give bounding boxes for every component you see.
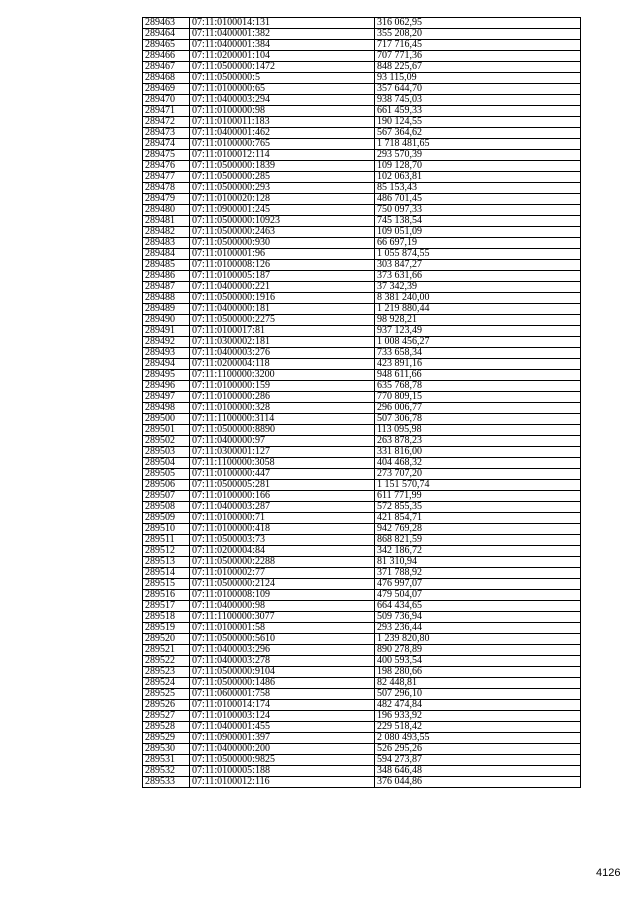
table-row: [143, 370, 581, 381]
cadastral-value-cell: 263 878,23: [375, 436, 581, 447]
cadastral-number-cell: 07:11:0500000:1916: [190, 293, 375, 304]
cadastral-number-cell: 07:11:0100008:126: [190, 260, 375, 271]
cadastral-value-cell: 8 381 240,00: [375, 293, 581, 304]
table-row: [143, 40, 581, 51]
row-number-cell: 289501: [143, 425, 190, 436]
cadastral-value-cell: 296 006,77: [375, 403, 581, 414]
row-number-cell: 289484: [143, 249, 190, 260]
cadastral-value-cell: 507 306,78: [375, 414, 581, 425]
row-number-cell: 289489: [143, 304, 190, 315]
cadastral-number-cell: 07:11:0400003:294: [190, 95, 375, 106]
row-number-cell: 289502: [143, 436, 190, 447]
table-row: [143, 524, 581, 535]
cadastral-value-cell: 661 459,33: [375, 106, 581, 117]
table-row: [143, 381, 581, 392]
cadastral-number-cell: 07:11:1100000:3058: [190, 458, 375, 469]
table-row: [143, 18, 581, 29]
cadastral-value-cell: 572 855,35: [375, 502, 581, 513]
cadastral-number-cell: 07:11:0100012:114: [190, 150, 375, 161]
table-row: [143, 766, 581, 777]
cadastral-value-cell: 102 063,81: [375, 172, 581, 183]
row-number-cell: 289529: [143, 733, 190, 744]
table-row: [143, 689, 581, 700]
cadastral-number-cell: 07:11:0900001:397: [190, 733, 375, 744]
table-row: [143, 623, 581, 634]
cadastral-value-cell: 376 044,86: [375, 777, 581, 788]
cadastral-value-cell: 664 434,65: [375, 601, 581, 612]
cadastral-number-cell: 07:11:0500000:2275: [190, 315, 375, 326]
row-number-cell: 289532: [143, 766, 190, 777]
cadastral-value-cell: 331 816,00: [375, 447, 581, 458]
table-row: [143, 755, 581, 766]
table-row: [143, 491, 581, 502]
table-row: [143, 425, 581, 436]
cadastral-value-cell: 373 631,66: [375, 271, 581, 282]
cadastral-number-cell: 07:11:0100000:166: [190, 491, 375, 502]
table-row: [143, 359, 581, 370]
table-row: [143, 700, 581, 711]
cadastral-number-cell: 07:11:0100000:418: [190, 524, 375, 535]
table-row: [143, 95, 581, 106]
cadastral-value-cell: 348 646,48: [375, 766, 581, 777]
cadastral-number-cell: 07:11:0100000:328: [190, 403, 375, 414]
row-number-cell: 289467: [143, 62, 190, 73]
row-number-cell: 289480: [143, 205, 190, 216]
row-number-cell: 289507: [143, 491, 190, 502]
table-row: [143, 667, 581, 678]
table-row: [143, 480, 581, 491]
cadastral-value-cell: 93 115,09: [375, 73, 581, 84]
row-number-cell: 289495: [143, 370, 190, 381]
table-row: [143, 678, 581, 689]
row-number-cell: 289520: [143, 634, 190, 645]
cadastral-number-cell: 07:11:0500000:285: [190, 172, 375, 183]
cadastral-value-cell: 190 124,55: [375, 117, 581, 128]
row-number-cell: 289470: [143, 95, 190, 106]
cadastral-number-cell: 07:11:0400000:221: [190, 282, 375, 293]
table-row: [143, 590, 581, 601]
table-row: [143, 172, 581, 183]
cadastral-value-cell: 109 128,70: [375, 161, 581, 172]
cadastral-number-cell: 07:11:0500000:9104: [190, 667, 375, 678]
row-number-cell: 289526: [143, 700, 190, 711]
row-number-cell: 289463: [143, 18, 190, 29]
table-row: [143, 183, 581, 194]
row-number-cell: 289468: [143, 73, 190, 84]
row-number-cell: 289482: [143, 227, 190, 238]
cadastral-number-cell: 07:11:0100005:187: [190, 271, 375, 282]
cadastral-value-cell: 937 123,49: [375, 326, 581, 337]
cadastral-value-cell: 303 847,27: [375, 260, 581, 271]
table-row: [143, 414, 581, 425]
row-number-cell: 289481: [143, 216, 190, 227]
row-number-cell: 289475: [143, 150, 190, 161]
table-row: [143, 315, 581, 326]
cadastral-number-cell: 07:11:0400001:455: [190, 722, 375, 733]
cadastral-value-cell: 355 208,20: [375, 29, 581, 40]
cadastral-value-cell: 567 364,62: [375, 128, 581, 139]
cadastral-value-cell: 509 736,94: [375, 612, 581, 623]
cadastral-value-cell: 890 278,89: [375, 645, 581, 656]
row-number-cell: 289516: [143, 590, 190, 601]
cadastral-number-cell: 07:11:0300002:181: [190, 337, 375, 348]
cadastral-number-cell: 07:11:0300001:127: [190, 447, 375, 458]
cadastral-number-cell: 07:11:0200001:104: [190, 51, 375, 62]
cadastral-value-cell: 476 997,07: [375, 579, 581, 590]
cadastral-value-cell: 848 225,67: [375, 62, 581, 73]
table-row: [143, 546, 581, 557]
table-row: [143, 216, 581, 227]
row-number-cell: 289485: [143, 260, 190, 271]
row-number-cell: 289464: [143, 29, 190, 40]
cadastral-number-cell: 07:11:0500000:5610: [190, 634, 375, 645]
table-row: [143, 282, 581, 293]
cadastral-value-cell: 938 745,03: [375, 95, 581, 106]
table-row: [143, 447, 581, 458]
cadastral-number-cell: 07:11:0100014:131: [190, 18, 375, 29]
table-row: [143, 711, 581, 722]
table-row: [143, 293, 581, 304]
cadastral-number-cell: 07:11:0500000:1472: [190, 62, 375, 73]
cadastral-number-cell: 07:11:1100000:3114: [190, 414, 375, 425]
table-row: [143, 194, 581, 205]
cadastral-value-table: [142, 17, 581, 788]
row-number-cell: 289477: [143, 172, 190, 183]
cadastral-number-cell: 07:11:0100000:71: [190, 513, 375, 524]
table-row: [143, 612, 581, 623]
row-number-cell: 289491: [143, 326, 190, 337]
table-row: [143, 535, 581, 546]
cadastral-value-cell: 2 080 493,55: [375, 733, 581, 744]
cadastral-number-cell: 07:11:0100002:77: [190, 568, 375, 579]
table-row: [143, 73, 581, 84]
cadastral-number-cell: 07:11:0400000:98: [190, 601, 375, 612]
row-number-cell: 289494: [143, 359, 190, 370]
cadastral-value-cell: 750 097,33: [375, 205, 581, 216]
cadastral-number-cell: 07:11:0900001:245: [190, 205, 375, 216]
cadastral-value-cell: 482 474,84: [375, 700, 581, 711]
row-number-cell: 289472: [143, 117, 190, 128]
cadastral-value-cell: 479 504,07: [375, 590, 581, 601]
row-number-cell: 289528: [143, 722, 190, 733]
cadastral-number-cell: 07:11:0100003:124: [190, 711, 375, 722]
cadastral-number-cell: 07:11:0500005:281: [190, 480, 375, 491]
table-row: [143, 513, 581, 524]
row-number-cell: 289474: [143, 139, 190, 150]
cadastral-value-cell: 1 151 570,74: [375, 480, 581, 491]
row-number-cell: 289531: [143, 755, 190, 766]
cadastral-value-cell: 98 928,21: [375, 315, 581, 326]
cadastral-number-cell: 07:11:0400003:276: [190, 348, 375, 359]
row-number-cell: 289505: [143, 469, 190, 480]
table-row: [143, 249, 581, 260]
cadastral-number-cell: 07:11:0500003:73: [190, 535, 375, 546]
cadastral-value-cell: 707 771,36: [375, 51, 581, 62]
table-row: [143, 128, 581, 139]
cadastral-value-cell: 66 697,19: [375, 238, 581, 249]
row-number-cell: 289483: [143, 238, 190, 249]
cadastral-value-cell: 316 062,95: [375, 18, 581, 29]
table-row: [143, 392, 581, 403]
cadastral-number-cell: 07:11:0100014:174: [190, 700, 375, 711]
row-number-cell: 289492: [143, 337, 190, 348]
cadastral-value-cell: 85 153,43: [375, 183, 581, 194]
table-row: [143, 744, 581, 755]
table-row: [143, 403, 581, 414]
row-number-cell: 289496: [143, 381, 190, 392]
row-number-cell: 289471: [143, 106, 190, 117]
cadastral-value-cell: 229 518,42: [375, 722, 581, 733]
table-row: [143, 436, 581, 447]
cadastral-value-cell: 1 718 481,65: [375, 139, 581, 150]
row-number-cell: 289486: [143, 271, 190, 282]
table-row: [143, 777, 581, 788]
table-row: [143, 62, 581, 73]
cadastral-number-cell: 07:11:0100000:65: [190, 84, 375, 95]
cadastral-value-cell: 293 236,44: [375, 623, 581, 634]
table-row: [143, 722, 581, 733]
cadastral-value-cell: 423 891,16: [375, 359, 581, 370]
cadastral-value-cell: 342 186,72: [375, 546, 581, 557]
table-row: [143, 458, 581, 469]
cadastral-number-cell: 07:11:0400001:462: [190, 128, 375, 139]
cadastral-value-cell: 82 448,81: [375, 678, 581, 689]
row-number-cell: 289465: [143, 40, 190, 51]
cadastral-value-cell: 635 768,78: [375, 381, 581, 392]
cadastral-number-cell: 07:11:1100000:3200: [190, 370, 375, 381]
row-number-cell: 289478: [143, 183, 190, 194]
row-number-cell: 289466: [143, 51, 190, 62]
cadastral-value-cell: 109 051,09: [375, 227, 581, 238]
table-row: [143, 337, 581, 348]
row-number-cell: 289506: [143, 480, 190, 491]
cadastral-number-cell: 07:11:0400000:200: [190, 744, 375, 755]
table-row: [143, 238, 581, 249]
cadastral-number-cell: 07:11:0100000:765: [190, 139, 375, 150]
row-number-cell: 289488: [143, 293, 190, 304]
cadastral-value-cell: 421 854,71: [375, 513, 581, 524]
cadastral-value-cell: 113 095,98: [375, 425, 581, 436]
cadastral-value-cell: 611 771,99: [375, 491, 581, 502]
row-number-cell: 289510: [143, 524, 190, 535]
cadastral-value-cell: 745 138,54: [375, 216, 581, 227]
table-row: [143, 634, 581, 645]
row-number-cell: 289513: [143, 557, 190, 568]
cadastral-number-cell: 07:11:0100020:128: [190, 194, 375, 205]
cadastral-value-cell: 1 055 874,55: [375, 249, 581, 260]
cadastral-value-cell: 81 310,94: [375, 557, 581, 568]
cadastral-number-cell: 07:11:0100001:96: [190, 249, 375, 260]
cadastral-value-cell: 1 219 880,44: [375, 304, 581, 315]
cadastral-number-cell: 07:11:0500000:5: [190, 73, 375, 84]
table-row: [143, 469, 581, 480]
cadastral-number-cell: 07:11:0200004:84: [190, 546, 375, 557]
cadastral-value-cell: 948 611,66: [375, 370, 581, 381]
cadastral-number-cell: 07:11:0500000:2124: [190, 579, 375, 590]
cadastral-number-cell: 07:11:0100011:183: [190, 117, 375, 128]
row-number-cell: 289497: [143, 392, 190, 403]
cadastral-value-cell: 507 296,10: [375, 689, 581, 700]
table-row: [143, 304, 581, 315]
cadastral-value-cell: 717 716,45: [375, 40, 581, 51]
cadastral-value-cell: 357 644,70: [375, 84, 581, 95]
table-row: [143, 579, 581, 590]
cadastral-number-cell: 07:11:0500000:10923: [190, 216, 375, 227]
cadastral-value-cell: 1 239 820,80: [375, 634, 581, 645]
table-row: [143, 601, 581, 612]
cadastral-number-cell: 07:11:0100012:116: [190, 777, 375, 788]
row-number-cell: 289490: [143, 315, 190, 326]
cadastral-value-cell: 198 280,66: [375, 667, 581, 678]
table-row: [143, 568, 581, 579]
cadastral-value-cell: 868 821,59: [375, 535, 581, 546]
cadastral-number-cell: 07:11:0100001:58: [190, 623, 375, 634]
cadastral-number-cell: 07:11:0100017:81: [190, 326, 375, 337]
table-row: [143, 733, 581, 744]
row-number-cell: 289523: [143, 667, 190, 678]
cadastral-value-cell: 293 570,39: [375, 150, 581, 161]
row-number-cell: 289524: [143, 678, 190, 689]
table-row: [143, 150, 581, 161]
table-row: [143, 502, 581, 513]
row-number-cell: 289522: [143, 656, 190, 667]
row-number-cell: 289508: [143, 502, 190, 513]
row-number-cell: 289521: [143, 645, 190, 656]
row-number-cell: 289487: [143, 282, 190, 293]
row-number-cell: 289517: [143, 601, 190, 612]
table-row: [143, 557, 581, 568]
cadastral-value-cell: 404 468,32: [375, 458, 581, 469]
row-number-cell: 289519: [143, 623, 190, 634]
cadastral-number-cell: 07:11:0500000:1486: [190, 678, 375, 689]
cadastral-number-cell: 07:11:0400001:384: [190, 40, 375, 51]
row-number-cell: 289512: [143, 546, 190, 557]
cadastral-value-cell: 594 273,87: [375, 755, 581, 766]
cadastral-number-cell: 07:11:0500000:930: [190, 238, 375, 249]
row-number-cell: 289479: [143, 194, 190, 205]
table-row: [143, 326, 581, 337]
cadastral-number-cell: 07:11:0400000:97: [190, 436, 375, 447]
row-number-cell: 289533: [143, 777, 190, 788]
row-number-cell: 289500: [143, 414, 190, 425]
cadastral-value-cell: 733 658,34: [375, 348, 581, 359]
cadastral-number-cell: 07:11:0400001:382: [190, 29, 375, 40]
row-number-cell: 289511: [143, 535, 190, 546]
cadastral-value-cell: 770 809,15: [375, 392, 581, 403]
row-number-cell: 289493: [143, 348, 190, 359]
cadastral-value-cell: 196 933,92: [375, 711, 581, 722]
page-number: 4126: [596, 867, 621, 879]
row-number-cell: 289527: [143, 711, 190, 722]
row-number-cell: 289509: [143, 513, 190, 524]
cadastral-number-cell: 07:11:0100005:188: [190, 766, 375, 777]
table-row: [143, 271, 581, 282]
row-number-cell: 289498: [143, 403, 190, 414]
cadastral-number-cell: 07:11:0500000:1839: [190, 161, 375, 172]
table-row: [143, 227, 581, 238]
row-number-cell: 289469: [143, 84, 190, 95]
table-row: [143, 117, 581, 128]
row-number-cell: 289473: [143, 128, 190, 139]
table-row: [143, 645, 581, 656]
cadastral-number-cell: 07:11:0100000:286: [190, 392, 375, 403]
row-number-cell: 289503: [143, 447, 190, 458]
row-number-cell: 289504: [143, 458, 190, 469]
cadastral-number-cell: 07:11:0500000:9825: [190, 755, 375, 766]
row-number-cell: 289525: [143, 689, 190, 700]
row-number-cell: 289514: [143, 568, 190, 579]
row-number-cell: 289530: [143, 744, 190, 755]
cadastral-number-cell: 07:11:0400000:181: [190, 304, 375, 315]
table-row: [143, 205, 581, 216]
cadastral-number-cell: 07:11:0100000:98: [190, 106, 375, 117]
cadastral-number-cell: 07:11:0500000:8890: [190, 425, 375, 436]
table-row: [143, 84, 581, 95]
cadastral-number-cell: 07:11:0600001:758: [190, 689, 375, 700]
cadastral-number-cell: 07:11:0200004:118: [190, 359, 375, 370]
cadastral-number-cell: 07:11:0100000:447: [190, 469, 375, 480]
cadastral-value-cell: 37 342,39: [375, 282, 581, 293]
cadastral-value-cell: 942 769,28: [375, 524, 581, 535]
cadastral-number-cell: 07:11:0400003:296: [190, 645, 375, 656]
cadastral-value-cell: 1 008 456,27: [375, 337, 581, 348]
cadastral-value-cell: 486 701,45: [375, 194, 581, 205]
cadastral-number-cell: 07:11:0500000:2288: [190, 557, 375, 568]
row-number-cell: 289515: [143, 579, 190, 590]
cadastral-number-cell: 07:11:1100000:3077: [190, 612, 375, 623]
table-row: [143, 348, 581, 359]
cadastral-number-cell: 07:11:0100008:109: [190, 590, 375, 601]
table-row: [143, 139, 581, 150]
cadastral-number-cell: 07:11:0400003:278: [190, 656, 375, 667]
cadastral-number-cell: 07:11:0400003:287: [190, 502, 375, 513]
table-body: [143, 18, 581, 788]
cadastral-number-cell: 07:11:0500000:2463: [190, 227, 375, 238]
cadastral-value-cell: 526 295,26: [375, 744, 581, 755]
table-row: [143, 656, 581, 667]
row-number-cell: 289476: [143, 161, 190, 172]
cadastral-value-cell: 371 788,92: [375, 568, 581, 579]
cadastral-value-cell: 273 707,20: [375, 469, 581, 480]
table-row: [143, 161, 581, 172]
cadastral-value-cell: 400 593,54: [375, 656, 581, 667]
table-row: [143, 260, 581, 271]
cadastral-number-cell: 07:11:0100000:159: [190, 381, 375, 392]
table-row: [143, 29, 581, 40]
row-number-cell: 289518: [143, 612, 190, 623]
table-row: [143, 51, 581, 62]
cadastral-number-cell: 07:11:0500000:293: [190, 183, 375, 194]
table-row: [143, 106, 581, 117]
